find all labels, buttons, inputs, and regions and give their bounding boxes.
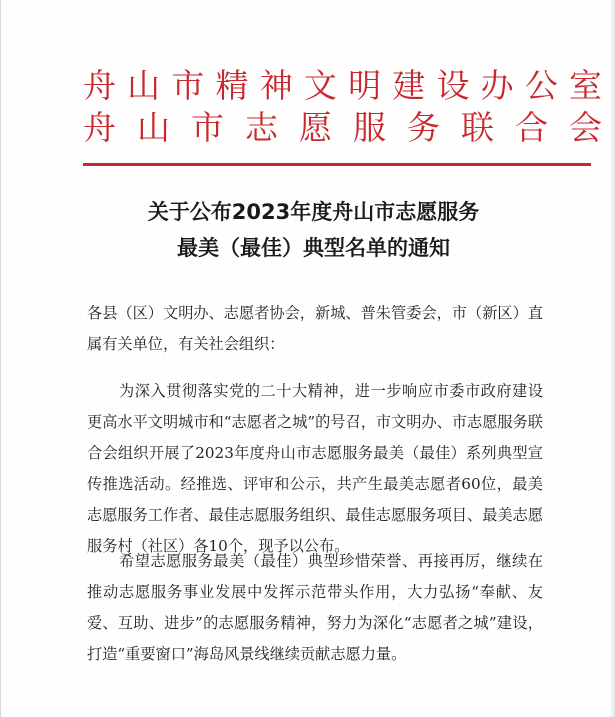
scan-edge-shadow: [609, 0, 615, 717]
notice-title-line-1: 关于公布2023年度舟山市志愿服务: [147, 200, 480, 224]
issuing-organization-line-1: 舟山市精神文明建设办公室: [83, 66, 603, 105]
body-paragraph-1: 为深入贯彻落实党的二十大精神，进一步响应市委市政府建设更高水平文明城市和“志愿者之城”的号召，市文明办、市志愿服务联合会组织开展了2023年度舟山市志愿服务最美（最佳）系列典型宣传推选活动。经推选、评审和公示，共产生最美志愿者60位，最美志愿服务工作者、最佳志愿服务组织、最佳志愿服务项目、最美志愿服务村（社区）各10个，现予以公布。: [87, 382, 543, 555]
notice-title-line-2: 最美（最佳）典型名单的通知: [177, 236, 450, 260]
salutation: 各县（区）文明办、志愿者协会，新城、普朱管委会，市（新区）直属有关单位，有关社会组织：: [87, 304, 543, 353]
issuing-organization-line-2: 舟山市志愿服务联合会: [83, 108, 603, 147]
red-header-divider: [83, 163, 591, 166]
body-paragraph-2: 希望志愿服务最美（最佳）典型珍惜荣誉、再接再厉，继续在推动志愿服务事业发展中发挥示范带头作用，大力弘扬“奉献、友爱、互助、进步”的志愿服务精神，努力为深化“志愿者之城”建设，打造“重要窗口”海岛风景线继续贡献志愿力量。: [87, 552, 543, 663]
